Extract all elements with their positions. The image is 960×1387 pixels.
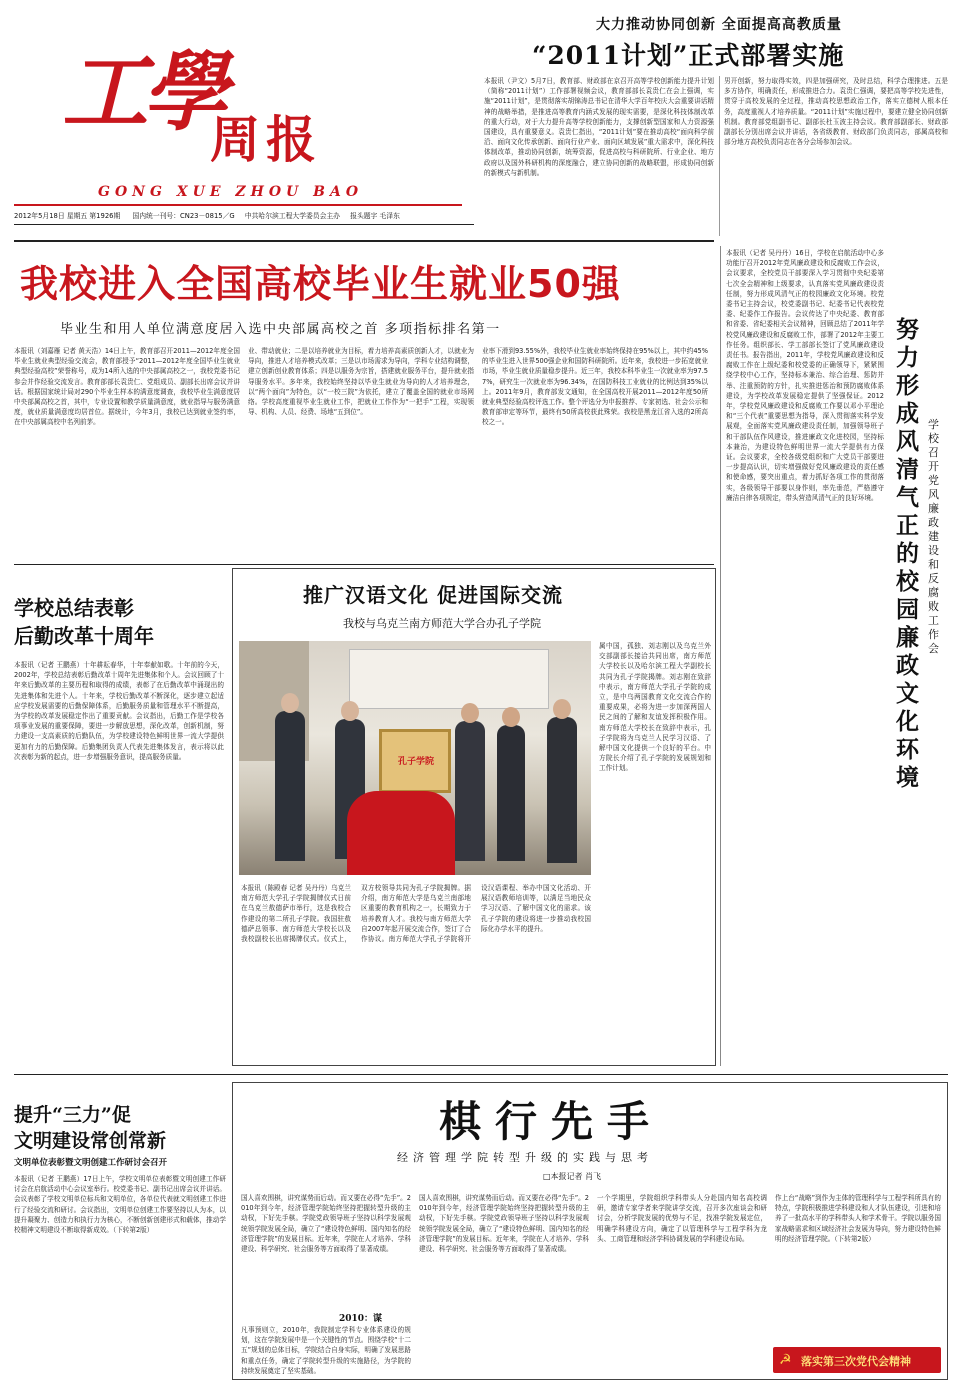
main-story-col3: 业率下滑到93.55%外，我校毕业生就业率始终保持在95%以上，其中约45%的毕业生进入世界500强企业和国防科研院所。近年来，我校进一步拓宽就业市场，毕业生就业质量稳步提升。近三年，我校本科毕业生一次就业率为97.57%，研究生一次就业率为96.34%，在国防科技工业就业的比例达到35%以上。2011年9月，教育部发文通知，在全国高校开展2011—2012年度50所就业典型经验高校评选工作。整个评选分为申报推荐、专家初选、社会公示和教育部审定等环节，最终有50所高校获此殊荣。我校是黑龙江省入选的2所高校之一。 (482, 347, 708, 427)
side-story-subhead: 学校召开党风廉政建设和反腐败工作会 (928, 418, 939, 655)
confucius-subhead: 我校与乌克兰南方师范大学合办孔子学院 (343, 617, 541, 630)
masthead-info (14, 210, 474, 220)
chess-subhead: 经济管理学院转型升级的实践与思考 (397, 1151, 653, 1164)
confucius-box (232, 568, 716, 1066)
top-story-col2: 男开创新，努力取得实效，四是加强研究，及时总结，科学合理推进。五是多方协作，明确责任，形成推进合力。袁贵仁强调，要把高等学校先进性，贯穿于高校发展的全过程，推动高校思想政治工作，落实立德树人根本任务，高度重视人才培养质量。“2011计划”实施过程中，要建立健全协同创新机制。教育部党组副书记、副部长杜玉波主持会议。教育部副部长、财政部副部长分别出席会议并讲话，各省级教育、财政部门负责同志，部属高校和部分地方高校负责同志在各分会场参加会议。 (724, 77, 948, 147)
chess-col4: 作上台“战略”到作为主体的管理科学与工程学科所具有的特点，学院积极推进学科建设和人才队伍建设，引进和培养了一批高水平的学科带头人和学术骨干。学院以服务国家战略需求和区域经济社会发展为导向，努力建设特色鲜明的经济管理学院。（下转第2版） (775, 1194, 941, 1243)
logistics-text: 本报讯（记者 王鹏燕）十年耕耘春华，十年奉献如歌。十年前的今天，2002年，学校总结表彰后勤改革十周年先进集体和个人。会议回顾了十年来后勤改革的主要历程和取得的成绩，表彰了在后勤改革中涌现出的先进集体和先进个人。十年来，学校后勤改革不断深化，逐步建立起适应学校发展需要的后勤保障体系，后勤服务质量和管理水平不断提高，为学校的改革发展稳定作出了重要贡献。会议指出，后勤工作是学校各项事业发展的重要保障，要进一步解放思想，深化改革，创新机制，努力建设一支高素质的后勤队伍，为学校建设特色鲜明世界一流大学提供更加有力的后勤保障。后勤集团负责人代表先进集体发言，表示将以此次表彰为新的起点，进一步增强服务意识，提高服务质量。 (14, 661, 224, 761)
chess-headline: 棋行先手 (439, 1097, 664, 1146)
chess-mid-label: 2010：谋 (339, 1314, 383, 1324)
top-story-col1: 本报讯（尹文）5月7日，教育部、财政部在京召开高等学校创新能力提升计划（简称“2011计划”）工作部署视频会议，教育部部长袁贵仁在会上强调，实施“2011计划”，是贯彻落实胡锦涛总书记在清华大学百年校庆大会重要讲话精神的战略举措，是推进高等教育内涵式发展的现实需要，是深化科技体制改革的重大行动，对于大力提升高等学校创新能力，支撑创新型国家和人力资源强国建设，具有重要意义。袁贵仁指出，“2011计划”要在推动高校“面向科学前沿、面向文化传承创新、面向行业产业、面向区域发展”重大需求中，深化科技体制改革，推动协同创新，统筹资源，促进高校与科研院所、行业企业、地方政府以及国外科研机构的深度融合，建立协同创新的战略联盟，形成协同创新的新模式与新机制。 (484, 77, 714, 177)
civility-subhead: 文明单位表彰暨文明创建工作研讨会召开 (14, 1158, 168, 1168)
main-story-subhead: 毕业生和用人单位满意度居入选中央部属高校之首 多项指标排名第一 (60, 322, 501, 337)
logistics-headline-1: 学校总结表彰 (14, 596, 134, 620)
plaque-label: 孔子学院 (397, 757, 434, 767)
chess-col1: 国人喜欢围棋，讲究谋势而后动。而又要在必得“先手”。2010年到今年，经济管理学院始终坚持把握转型升级的主动权，下好先手棋。学院党政领导班子坚持以科学发展观统领学院发展全局，确立了“建设特色鲜明、国内知名的经济管理学院”的发展目标。近年来，学院在人才培养、学科建设、科学研究、社会服务等方面取得了显著成绩。 (241, 1194, 411, 1254)
issn: 国内统一刊号：CN23－0815／G (132, 212, 235, 220)
chess-col1b: 国人喜欢围棋，讲究谋势而后动。而又要在必得“先手”。2010年到今年，经济管理学院始终坚持把握转型升级的主动权，下好先手棋。学院党政领导班子坚持以科学发展观统领学院发展全局，确立了“建设特色鲜明、国内知名的经济管理学院”的发展目标。近年来，学院在人才培养、学科建设、科学研究、社会服务等方面取得了显著成绩。 (419, 1194, 589, 1254)
main-story-col2: 业、带动就业；二是以培养就业为目标，着力培养高素质创新人才，以就业为导向，推进人才培养模式改革；三是以市场需求为导向，学科专业结构调整，建立创新创业教育体系；四是以服务为宗旨，搭建就业服务平台，提升就业指导服务水平。多年来，我校始终坚持以毕业生就业为导向的人才培养理念，以“两个面向”为特色，以“一校三院”为依托，建立了覆盖全国的就业市场网络。学校高度重视毕业生就业工作，把就业工作作为“一把手”工程，实现领导、机构、人员、经费、场地“五到位”。 (248, 347, 474, 417)
party-congress-banner (773, 1347, 941, 1373)
civility-text: 本报讯（记者 王鹏燕）17日上午，学校文明单位表彰暨文明创建工作研讨会在启航活动中心会议室举行。校党委书记、副书记出席会议并讲话。会议表彰了学校文明单位标兵和文明单位，各单位代表就文明创建工作进行了经验交流和研讨。会议指出，文明单位创建工作要坚持以人为本，以提升凝聚力、创造力和执行力为核心，不断创新创建形式和载体，推动学校精神文明建设不断取得新成效。（下转第2版） (14, 1175, 226, 1235)
confucius-text-bottom: 本报讯（陈殿春 记者 吴丹丹）乌克兰南方师范大学孔子学院揭牌仪式日前在乌克兰敖德萨市举行，这是我校合作建设的第二所孔子学院。我国驻敖德萨总领事、南方师范大学校长以及我校副校长出席揭牌仪式。仪式上，双方校领导共同为孔子学院揭牌。据介绍，南方师范大学是乌克兰南部地区重要的教育机构之一，长期致力于培养教育人才。我校与南方师范大学自2007年起开展交流合作，签订了合作协议。南方师范大学孔子学院将开设汉语课程、举办中国文化活动、开展汉语教师培训等，以满足当地民众学习汉语、了解中国文化的需求。该孔子学院的建设将进一步推动我校国际化办学水平的提升。 (241, 884, 591, 944)
banner-text: 落实第三次党代会精神 (801, 1355, 911, 1368)
date-line: 2012年5月18日 星期五 第1926期 (14, 212, 121, 220)
main-story-col1: 本报讯（刘嘉雁 记者 黄天浩）14日上午，教育部召开2011—2012年度全国毕业生就业典型经验交流会，教育部授予“2011—2012年度全国毕业生就业典型经验高校”荣誉称号，成为14所入选的中央部属高校之一，我校党委书记参会并作经验交流发言。教育部部长袁贵仁、党组成员、副部长出席会议并讲话。根据国家统计局对290个毕业生样本的满意度调查，我校毕业生满意度居中央部属高校之首，其中，专业设置和教学质量满意度，就业指导与服务满意度，就业质量满意度均居首位。据统计，今年3月，我校已达到就业签约率，在中央部属高校中名列前茅。 (14, 347, 240, 427)
party-emblem-icon: ☭ (779, 1352, 792, 1368)
red-drape (347, 791, 455, 875)
plaque (379, 729, 451, 793)
logistics-headline-2: 后勤改革十周年 (14, 624, 154, 648)
editor-credit: 报头题字 毛泽东 (350, 212, 400, 220)
civility-headline-1: 提升“三力”促 (14, 1104, 131, 1126)
masthead-pinyin: GONG XUE ZHOU BAO (98, 184, 364, 200)
chess-col3: 一个学期里，学院组织学科带头人分赴国内知名高校调研，邀请专家学者来学院讲学交流，召开多次座谈会和研讨会，分析学院发展的优势与不足，找准学院发展定位，明确学科建设方向，确定了以管理科学与工程学科为龙头、工商管理和经济学科协调发展的学科建设布局。 (597, 1194, 767, 1243)
publisher: 中共哈尔滨工程大学委员会主办 (244, 212, 340, 220)
chess-byline: □本报记者 肖飞 (543, 1172, 602, 1181)
confucius-text-side: 属中国，孤独、刘志刚以及乌克兰外交部副部长接洽共同出席，南方师范大学校长以及哈尔滨工程大学副校长共同为孔子学院揭牌。刘志刚在致辞中表示，南方师范大学孔子学院的成立，是中乌两国教育文化交流合作的重要成果，必将为进一步加深两国人民之间的了解和友谊发挥积极作用。南方师范大学校长在致辞中表示，孔子学院将为乌克兰人民学习汉语、了解中国文化提供一个良好的平台。中方院长介绍了孔子学院的发展规划和工作计划。 (599, 642, 711, 773)
side-story-headline: 努力形成风清气正的校园廉政文化环境 (896, 316, 919, 791)
masthead-logo: 工學 (62, 42, 222, 143)
chess-box (232, 1082, 948, 1380)
chess-col2: 凡事预则立，2010年，我院制定学科专业体系建设的规划，这在学院发展中是一个关键性的节点。围绕学校“十二五”规划的总体目标，学院结合自身实际，明确了发展思路和重点任务，确定了学院转型升级的实施路径，为学院的持续发展奠定了坚实基础。 (241, 1326, 411, 1375)
top-story-kicker: 大力推动协同创新 全面提高高教质量 (596, 17, 842, 33)
civility-headline-2: 文明建设常创常新 (14, 1130, 167, 1152)
confucius-headline: 推广汉语文化 促进国际交流 (303, 583, 563, 607)
side-story-text: 本报讯（记者 吴丹丹）16日，学校在启航活动中心多功能厅召开2012年党风廉政建设和反腐败工作会议，会议要求，全校党员干部要深入学习贯彻中央纪委第七次全会精神和上级要求，认真落实党风廉政建设责任制，努力形成风清气正的校园廉政文化环境。校党委书记主持会议，校党委副书记、纪委书记代表校党委、纪委作工作报告。会议传达了中央纪委、教育部和省委、省纪委相关会议精神，回顾总结了2011年学校党风廉政建设和反腐败工作，部署了2012年主要工作任务。组织部长、学工部部长签订了党风廉政建设责任书。报告指出，2011年，学校党风廉政建设和反腐败工作在上级纪委和校党委的正确领导下，紧紧围绕学校中心工作，坚持标本兼治、综合治理、惩防并举、注重预防的方针，扎实推进惩治和预防腐败体系建设，为学校改革发展稳定提供了坚强保证。2012年，学校党风廉政建设和反腐败工作要以邓小平理论和“三个代表”重要思想为指导，深入贯彻落实科学发展观，全面落实党风廉政建设责任制，加强领导班子和干部队伍作风建设，推进廉政文化进校园，坚持标本兼治，为建设特色鲜明世界一流大学提供有力保证。会议要求，全校各级党组织和广大党员干部要进一步提高认识，切实增强做好党风廉政建设的责任感和使命感，要突出重点，着力抓好各项工作的贯彻落实，各级领导干部要以身作则，率先垂范，严格遵守廉洁自律各项规定，带头营造风清气正的良好环境。 (726, 249, 884, 502)
top-story-headline: “2011计划”正式部署实施 (532, 41, 845, 70)
main-story-headline: 我校进入全国高校毕业生就业50强 (20, 262, 621, 306)
ceremony-photo (239, 641, 591, 875)
masthead-title: 周报 (210, 110, 322, 169)
